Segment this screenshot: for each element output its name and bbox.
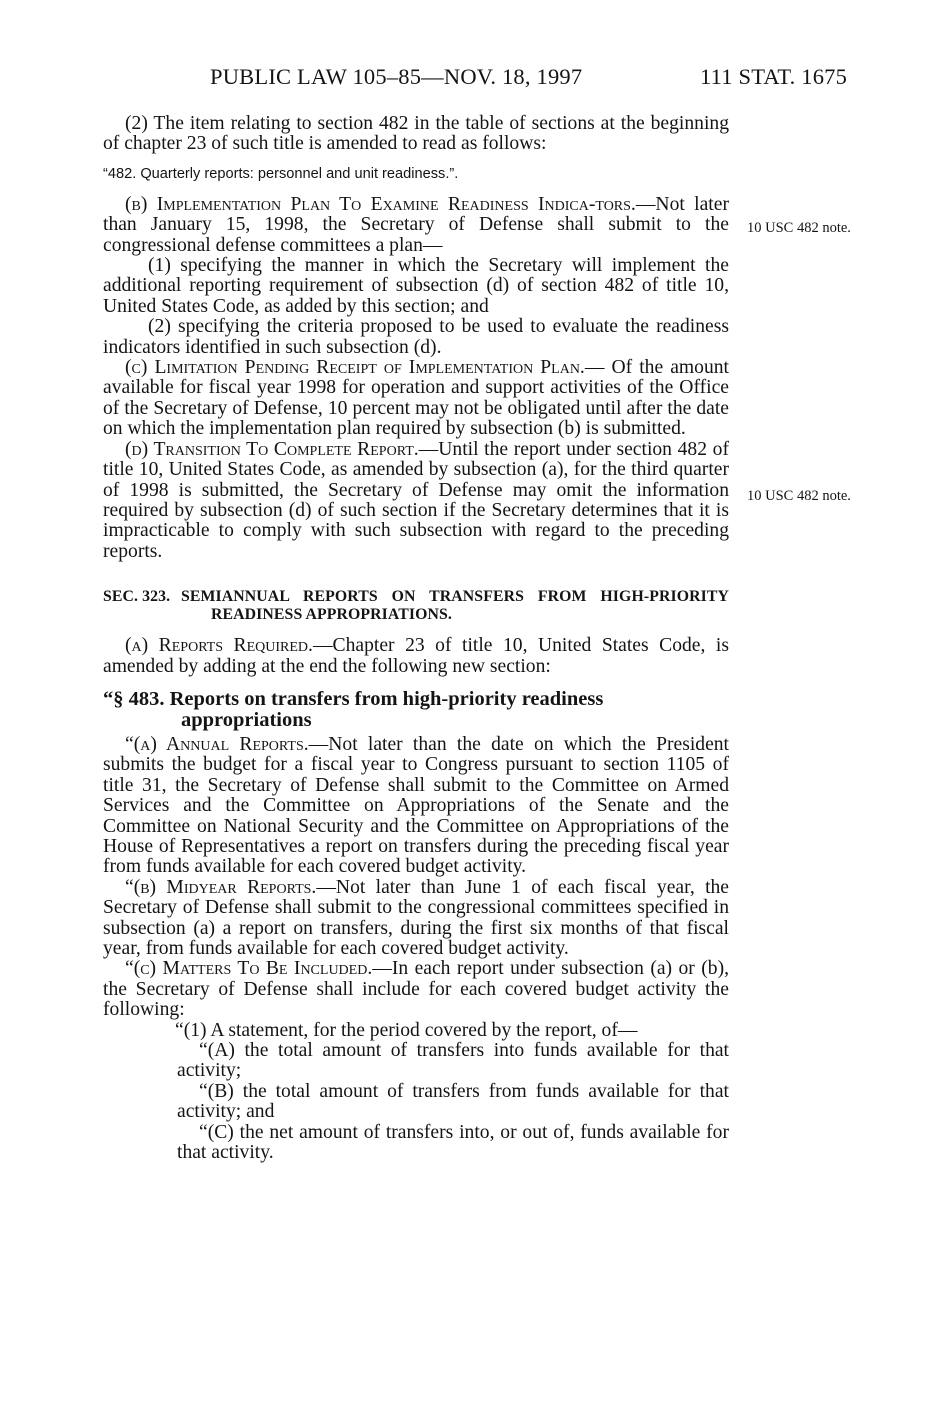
running-header-page-number: 111 STAT. 1675 xyxy=(700,64,848,89)
paragraph xyxy=(103,959,729,1020)
paragraph: (2) The item relating to section 482 in the table of sections at the beginning of chapter 23 of such title is amended to read as follows: xyxy=(103,113,729,155)
paragraph-text: —In each report under subsection (a) or (b), the Secretary of Defense shall include for each covered budget activity the following: xyxy=(103,958,729,1021)
paragraph: (2) specifying the criteria proposed to be used to evaluate the readiness indicators identified in such subsection (d). xyxy=(103,316,729,358)
paragraph xyxy=(103,878,729,960)
paragraph xyxy=(103,735,729,878)
subsection-heading: (c) Limitation Pending Receipt of Implementation Plan. xyxy=(125,357,585,379)
paragraph-text: —Until the report under section 482 of title 10, United States Code, as amended by subsection (a), for the third quarter of 1998 is submitted, the Secretary of Defense may omit the information required by subsection (d) of such section if the Secretary determines that it is impracticable to comply with such subsection with regard to the preceding reports. xyxy=(103,438,730,562)
paragraph-text: —Chapter 23 of title 10, United States Code, is amended by adding at the end the following new section: xyxy=(103,635,729,677)
table-of-sections-amendment: “482. Quarterly reports: personnel and unit readiness.”. xyxy=(103,165,459,182)
paragraph-text: —Not later than June 1 of each fiscal year, the Secretary of Defense shall submit to the congressional committees specified in subsection (a) a report on transfers, during the first six months of that fiscal year, from funds available for each covered budget activity. xyxy=(103,876,730,959)
paragraph xyxy=(103,636,729,677)
section-number: SEC. 323. xyxy=(103,588,171,606)
paragraph: (1) specifying the manner in which the Secretary will implement the additional reporting requirement of subsection (d) of section 482 of title 10, United States Code, as added by this section; and xyxy=(103,255,729,317)
section-title: SEMIANNUAL REPORTS ON TRANSFERS FROM HIGH-PRIORITY READINESS APPROPRIATIONS. xyxy=(181,588,729,624)
paragraph: “(B) the total amount of transfers from funds available for that activity; and xyxy=(177,1080,729,1123)
subsection-heading: (d) Transition To Complete Report. xyxy=(125,438,419,460)
new-section-number: “§ 483. xyxy=(103,687,165,710)
paragraph xyxy=(103,195,729,256)
paragraph: “(A) the total amount of transfers into funds available for that activity; xyxy=(177,1040,729,1082)
running-header-title: PUBLIC LAW 105–85—NOV. 18, 1997 xyxy=(210,64,583,89)
paragraph xyxy=(103,358,729,440)
section-heading xyxy=(103,588,729,624)
paragraph-text: —Not later than the date on which the President submits the budget for a fiscal year to Congress pursuant to section 1105 of title 31, the Secretary of Defense shall submit to the Committee on Armed Services and the Committee on Appropriations of the Senate and the Committee on National Security and the Committee on Appropriations of the House of Representatives a report on transfers during the preceding fiscal year from funds available for each covered budget activity. xyxy=(103,733,730,878)
paragraph: “(C) the net amount of transfers into, or out of, funds available for that activity. xyxy=(177,1121,729,1164)
subsection-heading: (b) Implementation Plan To Examine Readiness Indica-tors. xyxy=(125,193,636,215)
new-section-heading xyxy=(103,689,729,731)
paragraph-text: — Of the amount available for fiscal year 1998 for operation and support activities of the Office of the Secretary of Defense, 10 percent may not be obligated until after the date on which the implementation plan required by subsection (b) is submitted. xyxy=(103,357,729,440)
margin-note-usc: 10 USC 482 note. xyxy=(747,488,851,504)
subsection-heading: “(a) Annual Reports. xyxy=(125,733,309,755)
margin-note-usc: 10 USC 482 note. xyxy=(747,220,851,236)
paragraph-text: —Not later than January 15, 1998, the Secretary of Defense shall submit to the congressional defense committees a plan— xyxy=(103,193,729,256)
subsection-heading: “(c) Matters To Be Included. xyxy=(125,958,373,980)
subsection-heading: (a) Reports Required. xyxy=(125,635,313,657)
subsection-heading: “(b) Midyear Reports. xyxy=(125,876,317,898)
paragraph: “(1) A statement, for the period covered by the report, of— xyxy=(175,1019,638,1041)
paragraph xyxy=(103,440,729,562)
main-text-column xyxy=(103,114,729,1163)
new-section-title: Reports on transfers from high-priority readiness appropriations xyxy=(169,687,604,731)
